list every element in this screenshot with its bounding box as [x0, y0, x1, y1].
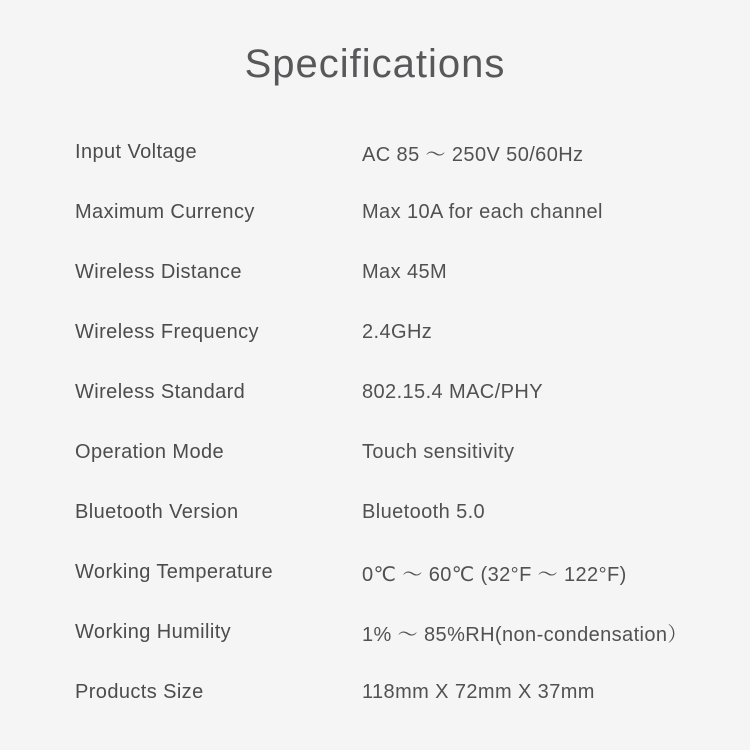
spec-label: Products Size — [75, 680, 204, 703]
spec-label: Bluetooth Version — [75, 500, 239, 523]
spec-value: Max 45M — [362, 260, 448, 283]
spec-table — [75, 122, 710, 722]
spec-row — [75, 602, 710, 662]
spec-label: Wireless Distance — [75, 260, 242, 283]
spec-label: Operation Mode — [75, 440, 225, 463]
spec-label: Working Humility — [75, 620, 232, 643]
spec-value: Touch sensitivity — [362, 440, 515, 463]
page-title: Specifications — [244, 42, 506, 86]
spec-row — [75, 482, 710, 542]
spec-value: 118mm X 72mm X 37mm — [362, 680, 595, 703]
spec-row — [75, 542, 710, 602]
spec-value: 1% ～ 85%RH(non-condensation） — [362, 623, 688, 646]
spec-row — [75, 662, 710, 722]
spec-row — [75, 242, 710, 302]
spec-row — [75, 422, 710, 482]
spec-row — [75, 362, 710, 422]
spec-value: 802.15.4 MAC/PHY — [362, 380, 543, 403]
spec-value: Max 10A for each channel — [362, 200, 603, 223]
spec-value: AC 85 ～ 250V 50/60Hz — [362, 143, 584, 166]
spec-value: 0℃ ～ 60℃ (32°F ～ 122°F) — [362, 563, 627, 586]
spec-label: Working Temperature — [75, 560, 274, 583]
spec-row — [75, 182, 710, 242]
spec-label: Wireless Standard — [75, 380, 246, 403]
spec-row — [75, 122, 710, 182]
spec-label: Input Voltage — [75, 140, 197, 163]
spec-row — [75, 302, 710, 362]
spec-label: Wireless Frequency — [75, 320, 259, 343]
spec-value: Bluetooth 5.0 — [362, 500, 486, 523]
spec-label: Maximum Currency — [75, 200, 255, 223]
spec-value: 2.4GHz — [362, 320, 433, 343]
